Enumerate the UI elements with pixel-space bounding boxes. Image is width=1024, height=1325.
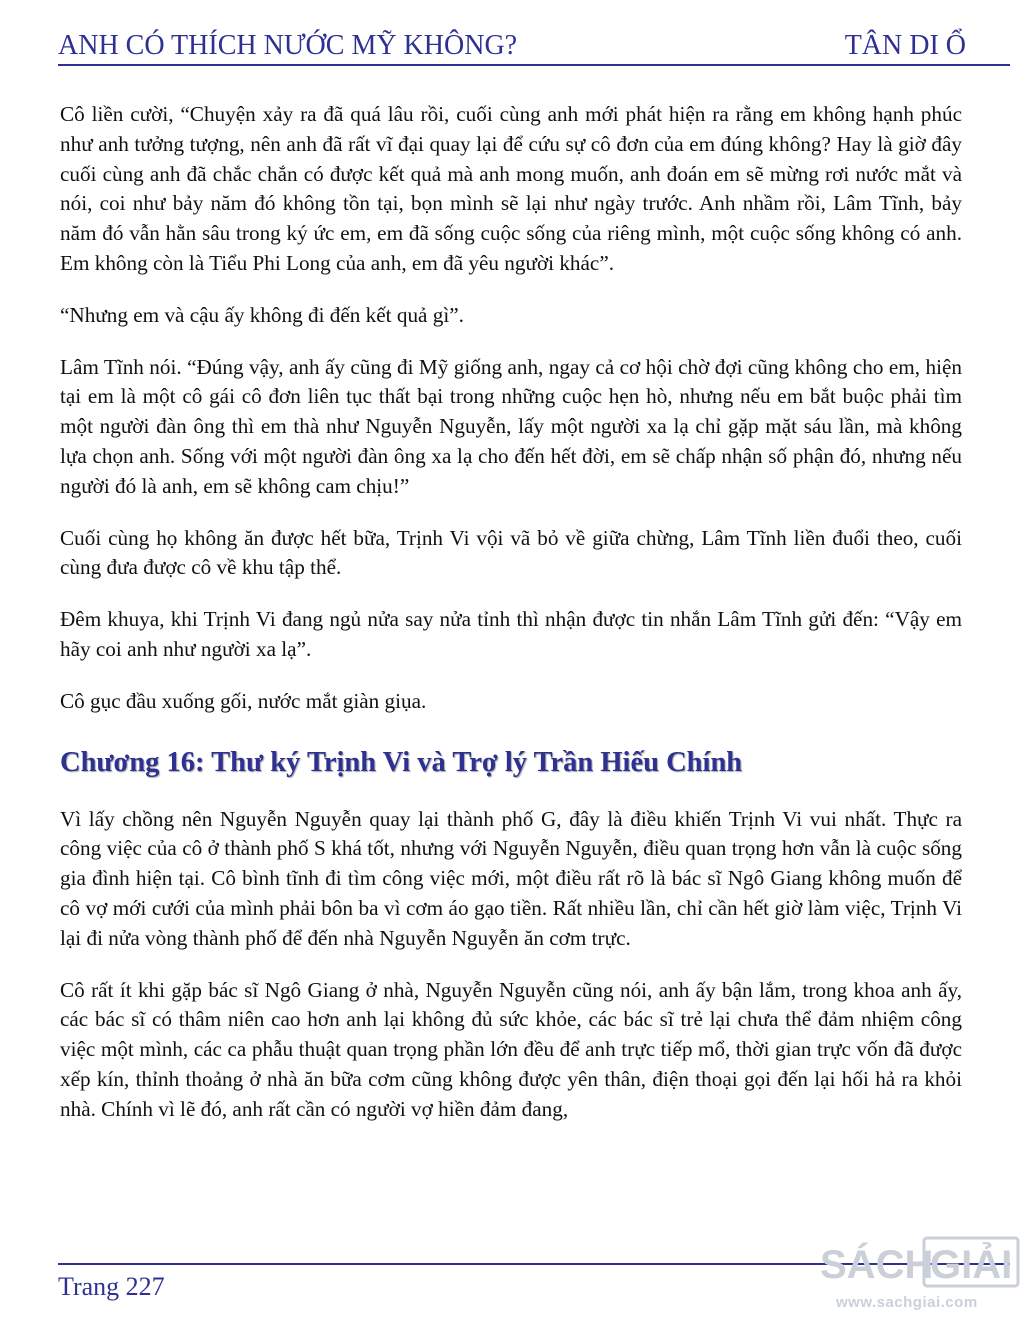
book-author: TÂN DI Ổ bbox=[844, 30, 966, 61]
paragraph-3: Lâm Tĩnh nói. “Đúng vậy, anh ấy cũng đi Mỹ giống anh, ngay cả cơ hội chờ đợi cũng không cho em, hiện tại em là một cô gái cô đơn liên tục thất bại trong những cuộc hẹn hò, nhưng nếu em bắt buộc phải tìm một người đàn ông thì em thà như Nguyễn Nguyễn, lấy một người xa lạ chỉ gặp mặt sáu lần, mà không lựa chọn anh. Sống với một người đàn ông xa lạ cho đến hết đời, em sẽ chấp nhận số phận đó, nhưng nếu người đó là anh, em sẽ không cam chịu!” bbox=[60, 354, 962, 498]
paragraph-6: Cô gục đầu xuống gối, nước mắt giàn giụa. bbox=[60, 688, 427, 713]
paragraph-1: Cô liền cười, “Chuyện xảy ra đã quá lâu rồi, cuối cùng anh mới phát hiện ra rằng em không hạnh phúc như anh tưởng tượng, nên anh đã rất vĩ đại quay lại để cứu sự cô đơn của em đúng không? Hay là giờ đây cuối cùng anh đã chắc chắn có được kết quả mà anh mong muốn, anh đoán em sẽ mừng rơi nước mắt và nói, coi như bảy năm đó không tồn tại, bọn mình sẽ lại như ngày trước. Anh nhầm rồi, Lâm Tĩnh, bảy năm đó vẫn hằn sâu trong ký ức em, em đã sống cuộc sống của riêng mình, một cuộc sống không có anh. Em không còn là Tiểu Phi Long của anh, em đã yêu người khác”. bbox=[60, 102, 962, 275]
page-number: Trang 227 bbox=[58, 1272, 165, 1301]
logo-text-left: SÁCH bbox=[820, 1243, 934, 1287]
logo-text-right: GIẢI bbox=[930, 1243, 1013, 1287]
paragraph-5: Đêm khuya, khi Trịnh Vi đang ngủ nửa say nửa tỉnh thì nhận được tin nhắn Lâm Tĩnh gửi đến: “Vậy em hãy coi anh như người xa lạ”. bbox=[60, 607, 962, 661]
page-header bbox=[58, 22, 966, 62]
sachgiai-logo-watermark bbox=[820, 1232, 1020, 1290]
paragraph-4: Cuối cùng họ không ăn được hết bữa, Trịnh Vi vội vã bỏ về giữa chừng, Lâm Tĩnh liền đuổi theo, cuối cùng đưa được cô về khu tập thể. bbox=[60, 525, 962, 580]
paragraph-8: Cô rất ít khi gặp bác sĩ Ngô Giang ở nhà, Nguyễn Nguyễn cũng nói, anh ấy bận lắm, trong khoa anh ấy, các bác sĩ có thâm niên cao hơn anh lại không đủ sức khỏe, các bác sĩ trẻ lại chưa thể đảm nhiệm công việc một mình, các ca phẫu thuật quan trọng phần lớn đều để anh trực tiếp mổ, thời gian trực vốn đã được xếp kín, thỉnh thoảng ở nhà ăn bữa cơm cũng không được yên thân, điện thoại gọi đến lại hối hả ra khỏi nhà. Chính vì lẽ đó, anh rất cần có người vợ hiền đảm đang, bbox=[60, 977, 962, 1121]
paragraph-7: Vì lấy chồng nên Nguyễn Nguyễn quay lại thành phố G, đây là điều khiến Trịnh Vi vui nhất. Thực ra công việc của cô ở thành phố S khá tốt, nhưng với Nguyễn Nguyễn, điều quan trọng hơn vẫn là cuộc sống gia đình hiện tại. Cô bình tĩnh đi tìm công việc mới, một điều rất rõ là bác sĩ Ngô Giang không muốn để cô vợ mới cưới của mình phải bôn ba vì cơm áo gạo tiền. Rất nhiều lần, chỉ cần hết giờ làm việc, Trịnh Vi lại đi nửa vòng thành phố để đến nhà Nguyễn Nguyễn ăn cơm trực. bbox=[60, 806, 962, 950]
page-body bbox=[60, 100, 962, 1125]
chapter-heading: Chương 16: Thư ký Trịnh Vi và Trợ lý Trần Hiếu Chính bbox=[60, 746, 743, 778]
watermark-url: www.sachgiai.com bbox=[836, 1294, 978, 1311]
book-title: ANH CÓ THÍCH NƯỚC MỸ KHÔNG? bbox=[58, 30, 518, 61]
paragraph-2: “Nhưng em và cậu ấy không đi đến kết quả gì”. bbox=[60, 302, 464, 327]
header-divider bbox=[58, 64, 1010, 66]
